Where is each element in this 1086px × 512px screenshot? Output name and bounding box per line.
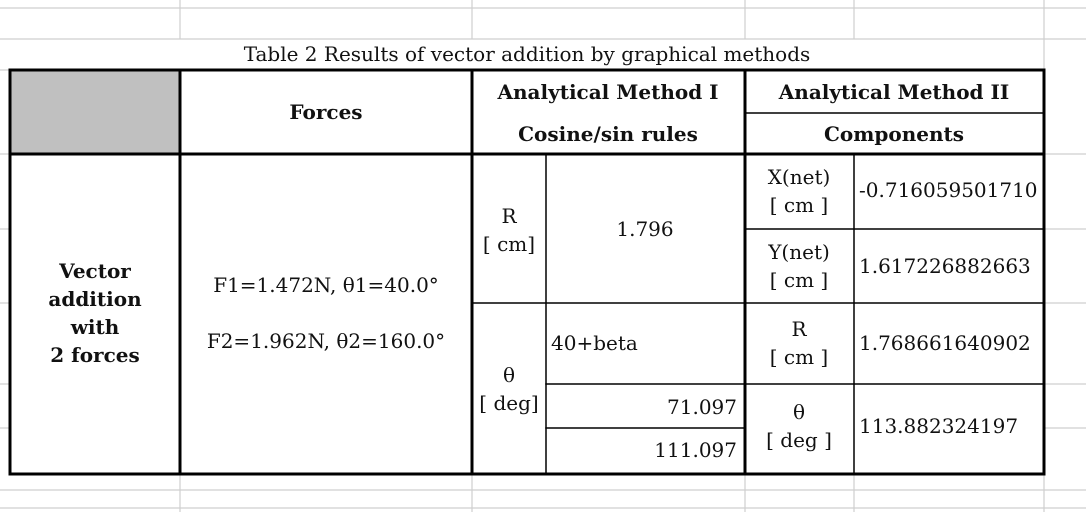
method2-r-unit: [ cm ] bbox=[769, 345, 829, 369]
force-2: F2=1.962N, θ2=160.0° bbox=[206, 329, 446, 353]
row-label-line-2: addition bbox=[48, 287, 142, 311]
method2-xnet-unit: [ cm ] bbox=[769, 193, 829, 217]
row-label-line-4: 2 forces bbox=[50, 343, 140, 367]
method1-r-value: 1.796 bbox=[616, 217, 674, 241]
header-shaded-cell bbox=[10, 70, 180, 154]
method2-ynet-label: Y(net) bbox=[768, 240, 830, 264]
method2-theta-unit: [ deg ] bbox=[766, 428, 832, 452]
table-caption: Table 2 Results of vector addition by graphical methods bbox=[243, 42, 811, 66]
method1-r-unit: [ cm] bbox=[482, 232, 536, 256]
method2-ynet-value: 1.617226882663 bbox=[859, 254, 1031, 278]
method2-r-value: 1.768661640902 bbox=[859, 331, 1031, 355]
method1-theta-value-2: 111.097 bbox=[654, 438, 737, 462]
header-method1-subtitle: Cosine/sin rules bbox=[518, 122, 698, 146]
header-method1-title: Analytical Method I bbox=[497, 80, 719, 104]
header-method2-subtitle: Components bbox=[823, 122, 965, 146]
method1-theta-label: θ bbox=[502, 363, 516, 387]
header-method2-title: Analytical Method II bbox=[778, 80, 1010, 104]
method2-theta-value: 113.882324197 bbox=[859, 414, 1019, 438]
method1-theta-unit: [ deg] bbox=[479, 391, 539, 415]
row-label-line-1: Vector bbox=[59, 259, 131, 283]
method1-theta-value-1: 71.097 bbox=[667, 395, 737, 419]
header-forces: Forces bbox=[289, 100, 363, 124]
method2-ynet-unit: [ cm ] bbox=[769, 268, 829, 292]
method2-xnet-value: -0.716059501710 bbox=[859, 178, 1038, 202]
method1-r-label: R bbox=[501, 204, 517, 228]
force-1: F1=1.472N, θ1=40.0° bbox=[213, 273, 439, 297]
method2-theta-label: θ bbox=[792, 400, 806, 424]
method2-xnet-label: X(net) bbox=[767, 165, 831, 189]
method1-theta-formula: 40+beta bbox=[551, 331, 638, 355]
method2-r-label: R bbox=[791, 317, 807, 341]
row-label-line-3: with bbox=[70, 315, 120, 339]
